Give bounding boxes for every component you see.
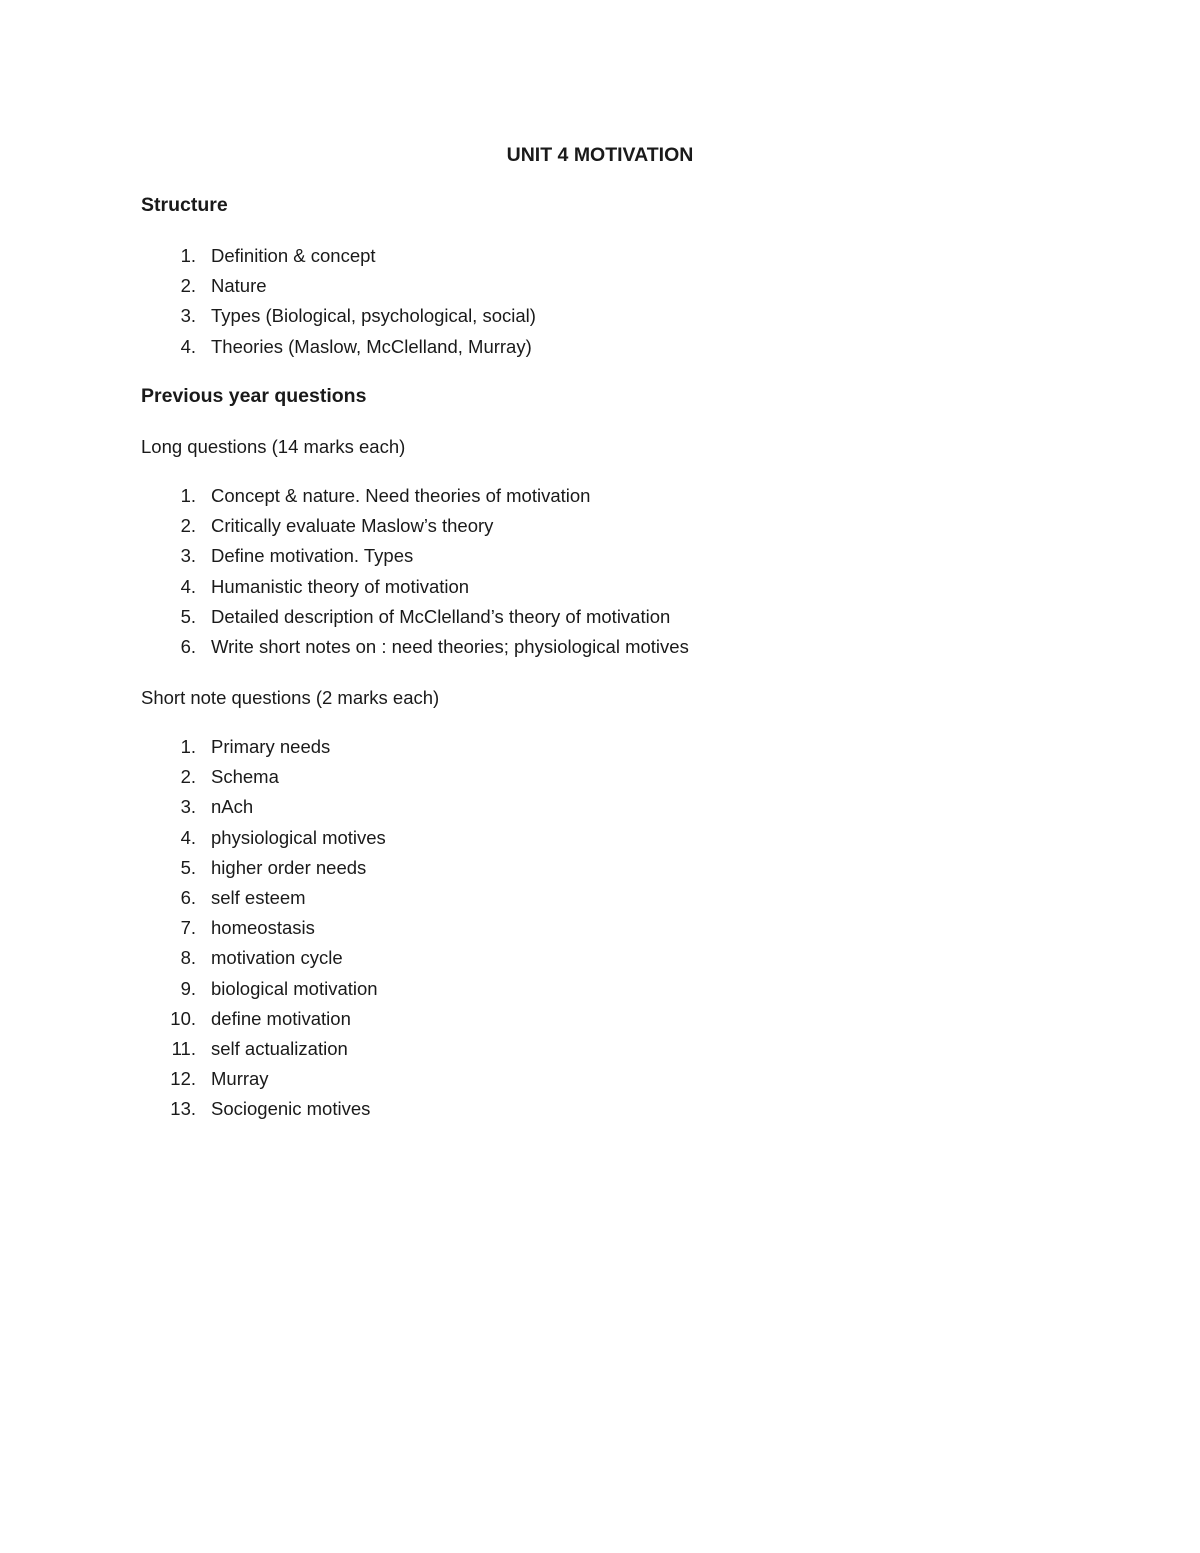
structure-heading: Structure xyxy=(141,194,228,216)
short-questions-label: Short note questions (2 marks each) xyxy=(141,687,440,708)
page-title: UNIT 4 MOTIVATION xyxy=(506,144,694,166)
long-questions-label: Long questions (14 marks each) xyxy=(141,436,406,457)
previous-questions-heading: Previous year questions xyxy=(141,385,367,407)
document-page: UNIT 4 MOTIVATION Structure 1. Definition & concept 2. Nature 3. Types (Biological, psychological, social) 4. Theories (Maslow, McClelland, Murray) Previous year questions Long questions (14 marks each) 1. Concept & nature. Need theories of motivation 2. Critically evaluate Maslow’s theory 3. Define motivation. Types 4. Humanistic theory of motivation 5. Detailed description of McClelland’s theory of motivation 6. Write short notes on : need theories; physiological motives Short note questions (2 marks each) 1. Primary needs 2. Schema 3. nAch 4. physiological motives 5. higher order needs 6. self esteem 7. homeostasis 8. motivation cycle 9. biological motivation 10. define motivation 11. self actualization 12. Murray 13. Sociogenic motives xyxy=(0,0,1200,1553)
